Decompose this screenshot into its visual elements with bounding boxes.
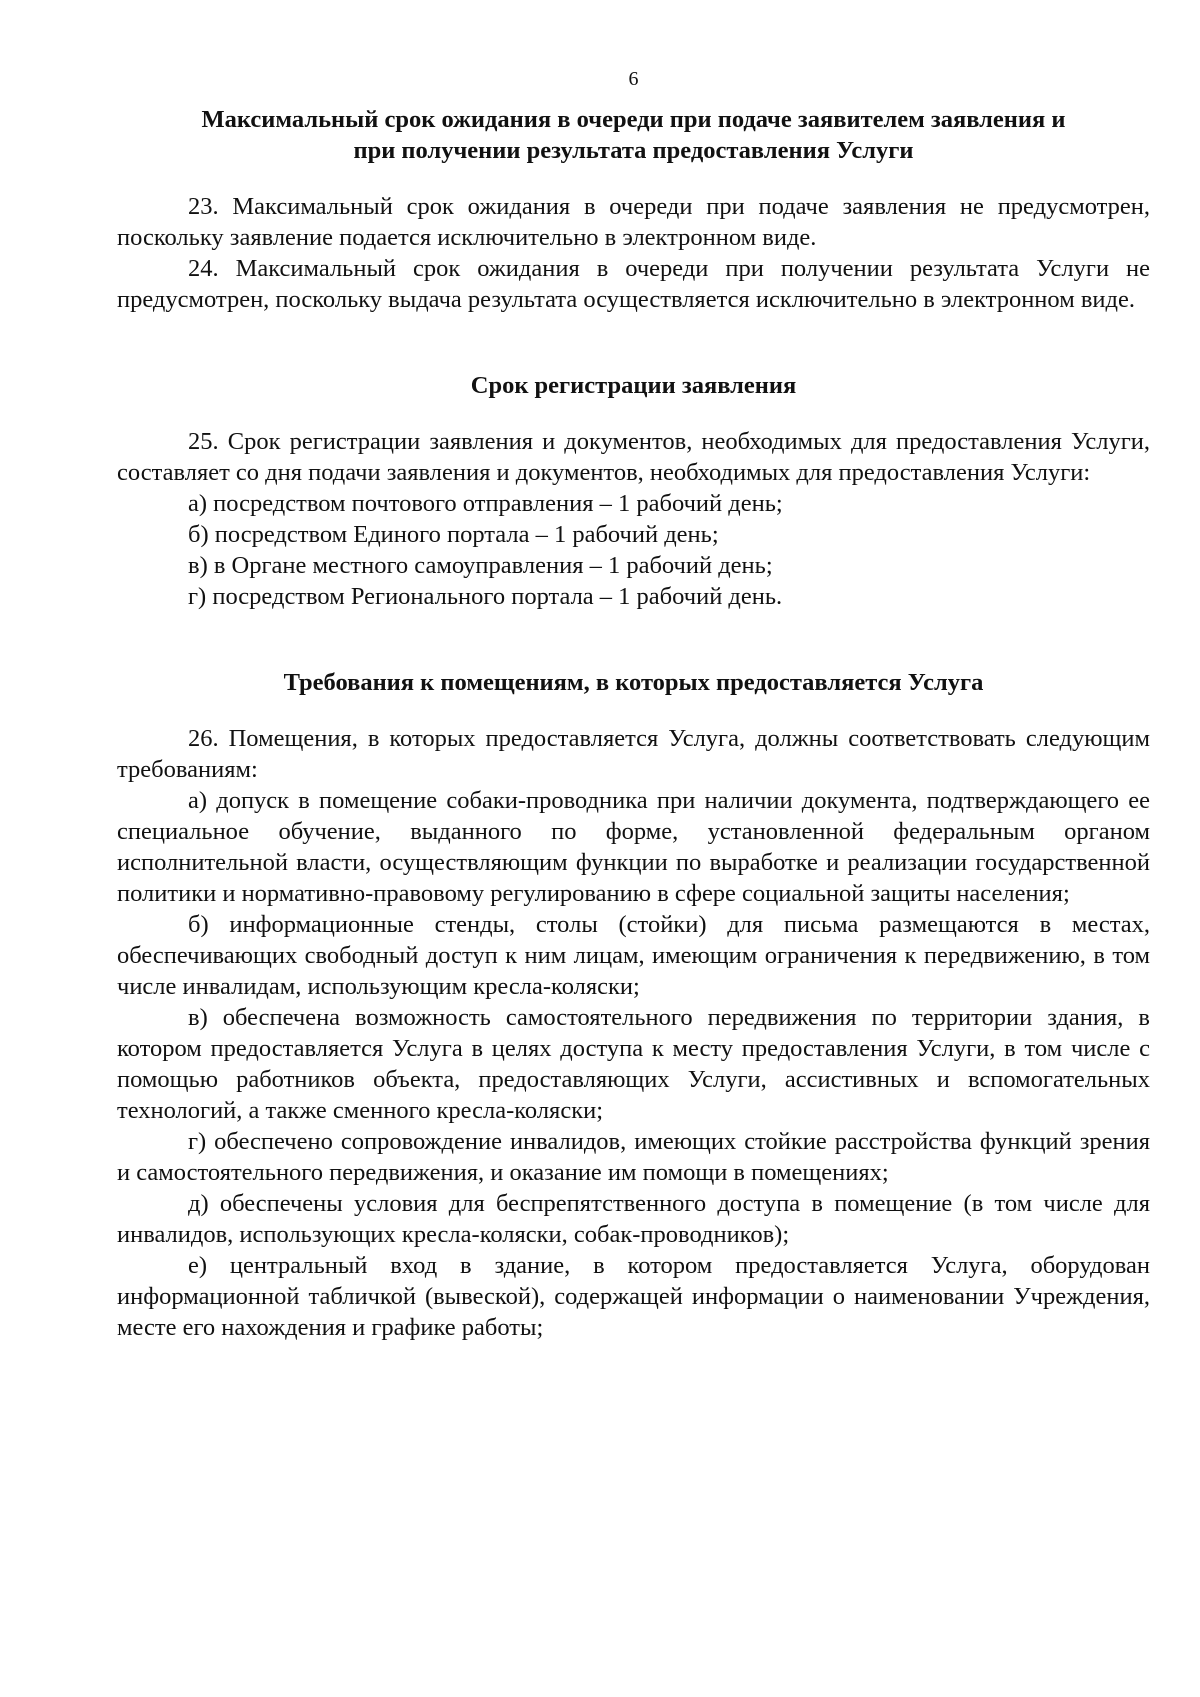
section-heading-queue-wait <box>117 104 1150 166</box>
list-item: в) обеспечена возможность самостоятельного передвижения по территории здания, в котором предоставляется Услуга в целях доступа к месту предоставления Услуги, в том числе с помощью работников объекта, предоставляющих Услуги, ассистивных и вспомогательных технологий, а также сменного кресла-коляски; <box>117 1004 1150 1124</box>
list-item: е) центральный вход в здание, в котором предоставляется Услуга, оборудован информационной табличкой (вывеской), содержащей информации о наименовании Учреждения, месте его нахождения и графике работы; <box>117 1252 1150 1341</box>
list-item: а) допуск в помещение собаки-проводника при наличии документа, подтверждающего ее специальное обучение, выданного по форме, установленной федеральным органом исполнительной власти, осуществляющим функции по выработке и реализации государственной политики и нормативно-правовому регулированию в сфере социальной защиты населения; <box>117 787 1150 907</box>
paragraph-26: 26. Помещения, в которых предоставляется Услуга, должны соответствовать следующим требованиям: <box>117 725 1150 783</box>
list-item: в) в Органе местного самоуправления – 1 рабочий день; <box>188 552 773 579</box>
section-heading-premises-requirements: Требования к помещениям, в которых предоставляется Услуга <box>283 669 984 696</box>
list-item: б) информационные стенды, столы (стойки) для письма размещаются в местах, обеспечивающих свободный доступ к ним лицам, имеющим ограничения к передвижению, в том числе инвалидам, использующим кресла-коляски; <box>117 911 1150 1000</box>
section-heading-registration-term: Срок регистрации заявления <box>470 372 797 399</box>
list-item: б) посредством Единого портала – 1 рабочий день; <box>188 521 719 548</box>
paragraph-23: 23. Максимальный срок ожидания в очереди при подаче заявления не предусмотрен, поскольку заявление подается исключительно в электронном виде. <box>117 193 1150 251</box>
paragraph-24: 24. Максимальный срок ожидания в очереди при получении результата Услуги не предусмотрен, поскольку выдача результата осуществляется исключительно в электронном виде. <box>117 255 1150 313</box>
heading-line: при получении результата предоставления Услуги <box>353 137 914 164</box>
list-item: г) обеспечено сопровождение инвалидов, имеющих стойкие расстройства функций зрения и самостоятельного передвижения, и оказание им помощи в помещениях; <box>117 1128 1150 1186</box>
paragraph-25: 25. Срок регистрации заявления и документов, необходимых для предоставления Услуги, составляет со дня подачи заявления и документов, необходимых для предоставления Услуги: <box>117 428 1150 486</box>
heading-line: Максимальный срок ожидания в очереди при подаче заявителем заявления и <box>201 106 1066 133</box>
list-item: г) посредством Регионального портала – 1 рабочий день. <box>188 583 783 610</box>
list-item: д) обеспечены условия для беспрепятственного доступа в помещение (в том числе для инвалидов, использующих кресла-коляски, собак-проводников); <box>117 1190 1150 1248</box>
page-number: 6 <box>628 68 639 90</box>
document-page <box>117 66 1150 1343</box>
list-item: а) посредством почтового отправления – 1 рабочий день; <box>188 490 783 517</box>
